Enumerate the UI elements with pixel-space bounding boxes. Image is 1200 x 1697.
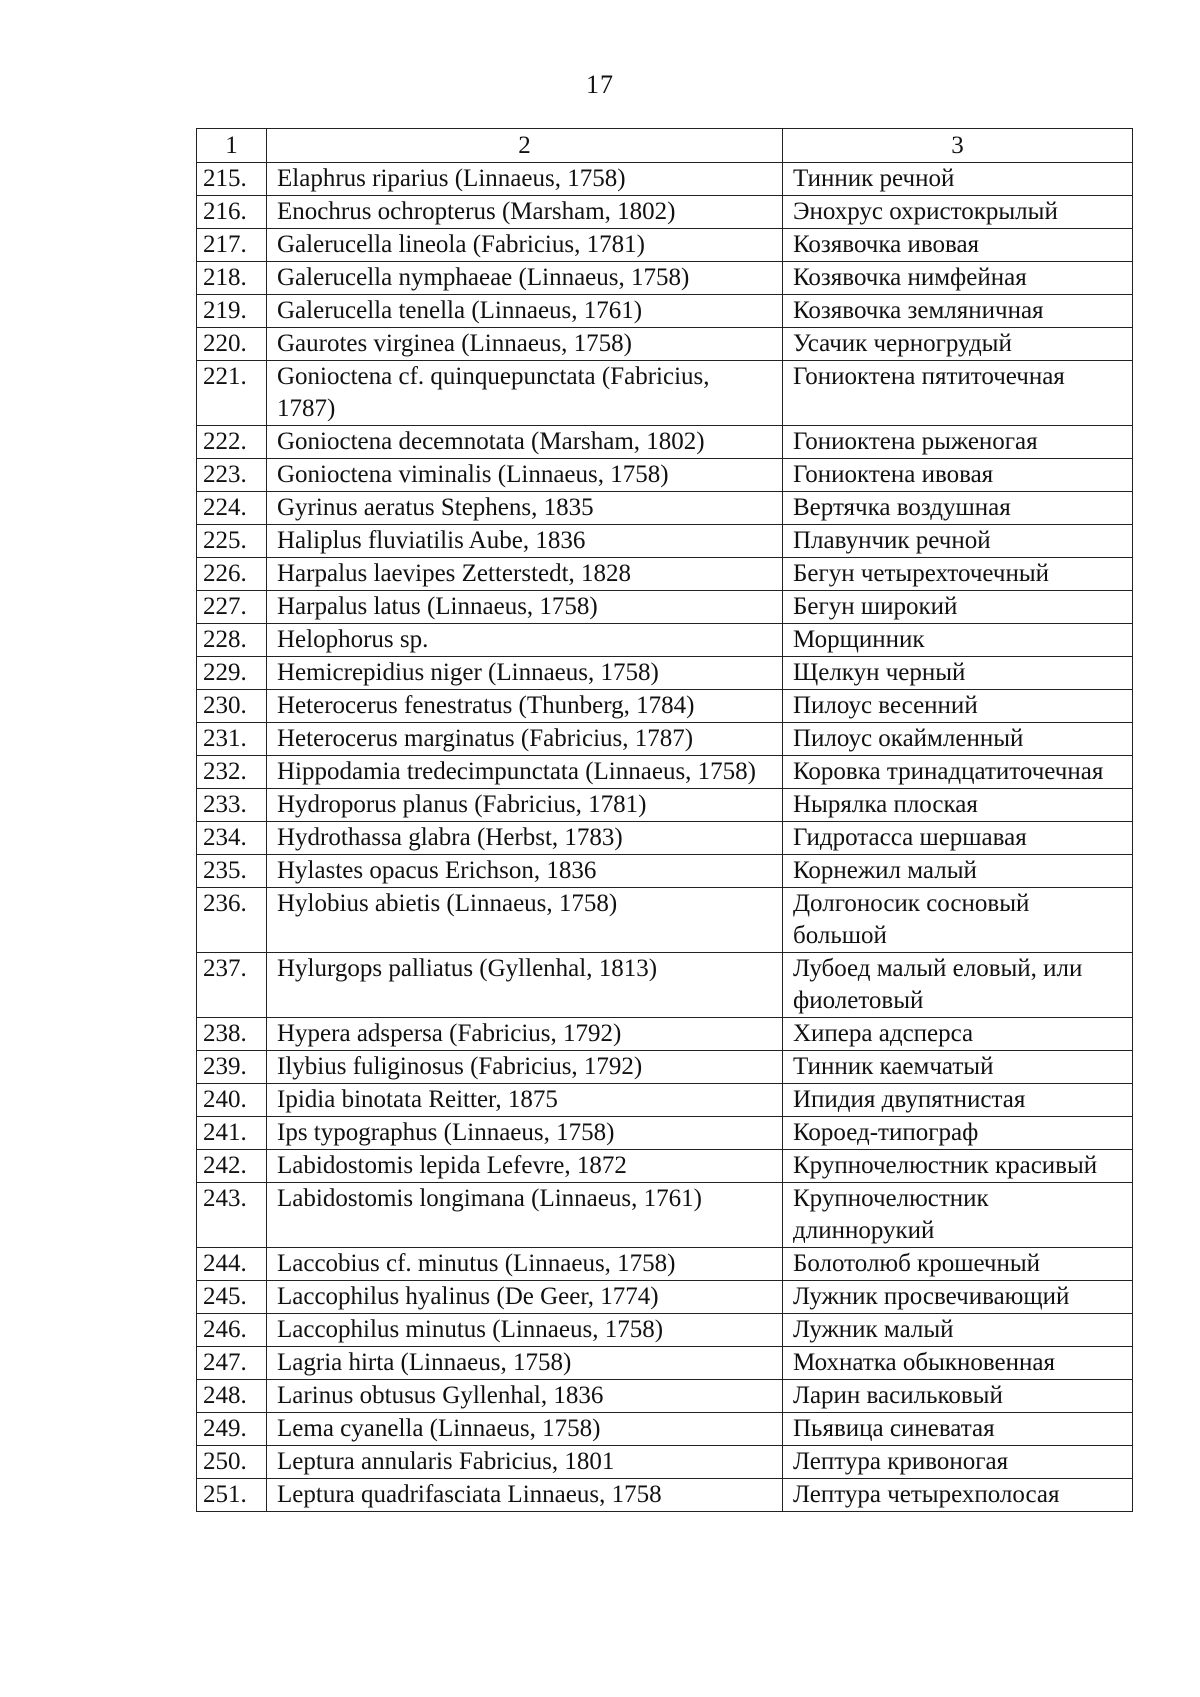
russian-name-cell: Козявочка земляничная: [783, 295, 1133, 328]
latin-name-cell: Heterocerus marginatus (Fabricius, 1787): [267, 723, 783, 756]
header-row: [197, 129, 1133, 163]
row-number-cell: 219.: [197, 295, 267, 328]
russian-name-cell: Крупночелюстник красивый: [783, 1150, 1133, 1183]
russian-name-cell: Энохрус охристокрылый: [783, 196, 1133, 229]
column-header-russian-name: 3: [783, 129, 1133, 163]
russian-name-cell: Бегун широкий: [783, 591, 1133, 624]
table-row: [197, 690, 1133, 723]
table-row: [197, 328, 1133, 361]
latin-name-cell: Helophorus sp.: [267, 624, 783, 657]
row-number-cell: 251.: [197, 1479, 267, 1512]
row-number-cell: 233.: [197, 789, 267, 822]
latin-name-cell: Laccobius cf. minutus (Linnaeus, 1758): [267, 1248, 783, 1281]
latin-name-cell: Larinus obtusus Gyllenhal, 1836: [267, 1380, 783, 1413]
russian-name-cell: Усачик черногрудый: [783, 328, 1133, 361]
table-body: [197, 163, 1133, 1512]
table-row: [197, 789, 1133, 822]
latin-name-cell: Ips typographus (Linnaeus, 1758): [267, 1117, 783, 1150]
row-number-cell: 230.: [197, 690, 267, 723]
latin-name-cell: Labidostomis longimana (Linnaeus, 1761): [267, 1183, 783, 1248]
russian-name-cell: Мохнатка обыкновенная: [783, 1347, 1133, 1380]
latin-name-cell: Galerucella nymphaeae (Linnaeus, 1758): [267, 262, 783, 295]
row-number-cell: 232.: [197, 756, 267, 789]
table-row: [197, 953, 1133, 1018]
latin-name-cell: Gyrinus aeratus Stephens, 1835: [267, 492, 783, 525]
table-row: [197, 1347, 1133, 1380]
latin-name-cell: Haliplus fluviatilis Aube, 1836: [267, 525, 783, 558]
russian-name-cell: Гидротасса шершавая: [783, 822, 1133, 855]
row-number-cell: 235.: [197, 855, 267, 888]
russian-name-cell: Пьявица синеватая: [783, 1413, 1133, 1446]
table-row: [197, 756, 1133, 789]
table-row: [197, 1150, 1133, 1183]
table-row: [197, 1248, 1133, 1281]
latin-name-cell: Leptura annularis Fabricius, 1801: [267, 1446, 783, 1479]
russian-name-cell: Лубоед малый еловый, или фиолетовый: [783, 953, 1133, 1018]
russian-name-cell: Морщинник: [783, 624, 1133, 657]
latin-name-cell: Hydrothassa glabra (Herbst, 1783): [267, 822, 783, 855]
row-number-cell: 217.: [197, 229, 267, 262]
latin-name-cell: Leptura quadrifasciata Linnaeus, 1758: [267, 1479, 783, 1512]
table-row: [197, 262, 1133, 295]
table-row: [197, 229, 1133, 262]
row-number-cell: 221.: [197, 361, 267, 426]
latin-name-cell: Ilybius fuliginosus (Fabricius, 1792): [267, 1051, 783, 1084]
table-row: [197, 1281, 1133, 1314]
row-number-cell: 246.: [197, 1314, 267, 1347]
row-number-cell: 241.: [197, 1117, 267, 1150]
latin-name-cell: Hylurgops palliatus (Gyllenhal, 1813): [267, 953, 783, 1018]
species-table: [196, 128, 1133, 1512]
latin-name-cell: Galerucella tenella (Linnaeus, 1761): [267, 295, 783, 328]
table-row: [197, 1117, 1133, 1150]
russian-name-cell: Долгоносик сосновый большой: [783, 888, 1133, 953]
table-row: [197, 1084, 1133, 1117]
russian-name-cell: Коровка тринадцатиточечная: [783, 756, 1133, 789]
russian-name-cell: Лужник просвечивающий: [783, 1281, 1133, 1314]
russian-name-cell: Гониоктена рыженогая: [783, 426, 1133, 459]
russian-name-cell: Лужник малый: [783, 1314, 1133, 1347]
russian-name-cell: Хипера адсперса: [783, 1018, 1133, 1051]
latin-name-cell: Labidostomis lepida Lefevre, 1872: [267, 1150, 783, 1183]
russian-name-cell: Болотолюб крошечный: [783, 1248, 1133, 1281]
row-number-cell: 234.: [197, 822, 267, 855]
russian-name-cell: Ларин васильковый: [783, 1380, 1133, 1413]
column-header-number: 1: [197, 129, 267, 163]
latin-name-cell: Lagria hirta (Linnaeus, 1758): [267, 1347, 783, 1380]
latin-name-cell: Laccophilus hyalinus (De Geer, 1774): [267, 1281, 783, 1314]
row-number-cell: 240.: [197, 1084, 267, 1117]
row-number-cell: 242.: [197, 1150, 267, 1183]
russian-name-cell: Вертячка воздушная: [783, 492, 1133, 525]
row-number-cell: 215.: [197, 163, 267, 196]
row-number-cell: 249.: [197, 1413, 267, 1446]
russian-name-cell: Короед-типограф: [783, 1117, 1133, 1150]
latin-name-cell: Hylobius abietis (Linnaeus, 1758): [267, 888, 783, 953]
latin-name-cell: Elaphrus riparius (Linnaeus, 1758): [267, 163, 783, 196]
table-row: [197, 1018, 1133, 1051]
row-number-cell: 229.: [197, 657, 267, 690]
russian-name-cell: Нырялка плоская: [783, 789, 1133, 822]
row-number-cell: 220.: [197, 328, 267, 361]
row-number-cell: 231.: [197, 723, 267, 756]
table-row: [197, 295, 1133, 328]
table-row: [197, 558, 1133, 591]
row-number-cell: 248.: [197, 1380, 267, 1413]
latin-name-cell: Hemicrepidius niger (Linnaeus, 1758): [267, 657, 783, 690]
russian-name-cell: Пилоус весенний: [783, 690, 1133, 723]
row-number-cell: 226.: [197, 558, 267, 591]
row-number-cell: 250.: [197, 1446, 267, 1479]
table-row: [197, 591, 1133, 624]
row-number-cell: 247.: [197, 1347, 267, 1380]
latin-name-cell: Gonioctena viminalis (Linnaeus, 1758): [267, 459, 783, 492]
russian-name-cell: Пилоус окаймленный: [783, 723, 1133, 756]
latin-name-cell: Hylastes opacus Erichson, 1836: [267, 855, 783, 888]
table-row: [197, 624, 1133, 657]
table-row: [197, 822, 1133, 855]
table-row: [197, 1446, 1133, 1479]
latin-name-cell: Hippodamia tredecimpunctata (Linnaeus, 1758): [267, 756, 783, 789]
row-number-cell: 225.: [197, 525, 267, 558]
russian-name-cell: Крупночелюстник длиннорукий: [783, 1183, 1133, 1248]
latin-name-cell: Gaurotes virginea (Linnaeus, 1758): [267, 328, 783, 361]
row-number-cell: 216.: [197, 196, 267, 229]
table-row: [197, 361, 1133, 426]
table-row: [197, 426, 1133, 459]
row-number-cell: 243.: [197, 1183, 267, 1248]
table-row: [197, 459, 1133, 492]
row-number-cell: 223.: [197, 459, 267, 492]
table-row: [197, 196, 1133, 229]
column-header-latin-name: 2: [267, 129, 783, 163]
latin-name-cell: Gonioctena decemnotata (Marsham, 1802): [267, 426, 783, 459]
russian-name-cell: Ипидия двупятнистая: [783, 1084, 1133, 1117]
table-row: [197, 1479, 1133, 1512]
table-row: [197, 723, 1133, 756]
latin-name-cell: Hydroporus planus (Fabricius, 1781): [267, 789, 783, 822]
russian-name-cell: Гониоктена пятиточечная: [783, 361, 1133, 426]
russian-name-cell: Тинник речной: [783, 163, 1133, 196]
russian-name-cell: Плавунчик речной: [783, 525, 1133, 558]
table-row: [197, 163, 1133, 196]
latin-name-cell: Ipidia binotata Reitter, 1875: [267, 1084, 783, 1117]
table-row: [197, 855, 1133, 888]
latin-name-cell: Gonioctena cf. quinquepunctata (Fabricius, 1787): [267, 361, 783, 426]
row-number-cell: 224.: [197, 492, 267, 525]
latin-name-cell: Galerucella lineola (Fabricius, 1781): [267, 229, 783, 262]
latin-name-cell: Laccophilus minutus (Linnaeus, 1758): [267, 1314, 783, 1347]
row-number-cell: 218.: [197, 262, 267, 295]
row-number-cell: 244.: [197, 1248, 267, 1281]
latin-name-cell: Hypera adspersa (Fabricius, 1792): [267, 1018, 783, 1051]
row-number-cell: 227.: [197, 591, 267, 624]
table-row: [197, 1413, 1133, 1446]
row-number-cell: 245.: [197, 1281, 267, 1314]
russian-name-cell: Щелкун черный: [783, 657, 1133, 690]
row-number-cell: 222.: [197, 426, 267, 459]
table-row: [197, 1314, 1133, 1347]
row-number-cell: 228.: [197, 624, 267, 657]
russian-name-cell: Корнежил малый: [783, 855, 1133, 888]
russian-name-cell: Лептура кривоногая: [783, 1446, 1133, 1479]
latin-name-cell: Harpalus laevipes Zetterstedt, 1828: [267, 558, 783, 591]
table-row: [197, 1183, 1133, 1248]
russian-name-cell: Гониоктена ивовая: [783, 459, 1133, 492]
row-number-cell: 239.: [197, 1051, 267, 1084]
russian-name-cell: Козявочка нимфейная: [783, 262, 1133, 295]
russian-name-cell: Козявочка ивовая: [783, 229, 1133, 262]
table-row: [197, 525, 1133, 558]
table-row: [197, 888, 1133, 953]
row-number-cell: 238.: [197, 1018, 267, 1051]
russian-name-cell: Лептура четырехполосая: [783, 1479, 1133, 1512]
latin-name-cell: Enochrus ochropterus (Marsham, 1802): [267, 196, 783, 229]
page-number: 17: [586, 70, 614, 99]
table-row: [197, 492, 1133, 525]
row-number-cell: 236.: [197, 888, 267, 953]
latin-name-cell: Harpalus latus (Linnaeus, 1758): [267, 591, 783, 624]
table-row: [197, 1380, 1133, 1413]
russian-name-cell: Тинник каемчатый: [783, 1051, 1133, 1084]
russian-name-cell: Бегун четырехточечный: [783, 558, 1133, 591]
latin-name-cell: Heterocerus fenestratus (Thunberg, 1784): [267, 690, 783, 723]
table-header: [197, 129, 1133, 163]
table-row: [197, 1051, 1133, 1084]
row-number-cell: 237.: [197, 953, 267, 1018]
latin-name-cell: Lema cyanella (Linnaeus, 1758): [267, 1413, 783, 1446]
table-row: [197, 657, 1133, 690]
